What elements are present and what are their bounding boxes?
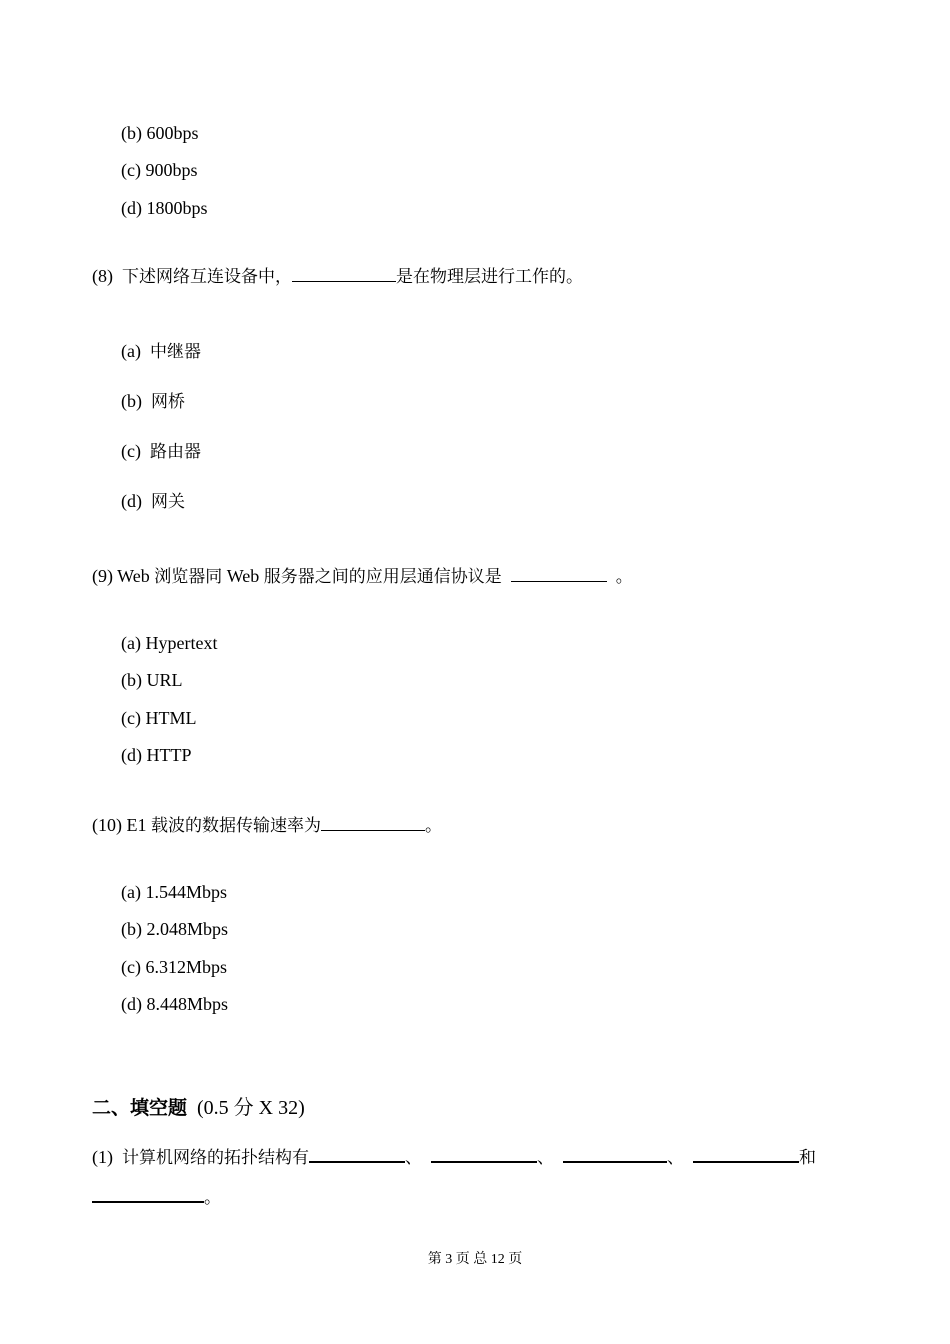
page-footer: 第 3 页 总 12 页: [427, 1252, 523, 1267]
question-stem: 浏览器同: [154, 567, 223, 587]
section-score: (0.5 分 X 32): [197, 1097, 305, 1119]
answer-blank-2[interactable]: [431, 1161, 537, 1163]
question-end: 。: [424, 816, 442, 836]
question-stem: 服务器之间的应用层通信协议是: [263, 567, 502, 587]
q10-option-a: (a) 1.544Mbps: [121, 882, 227, 902]
option-text: 路由器: [149, 442, 201, 462]
answer-blank-4[interactable]: [693, 1161, 799, 1163]
q7-option-d: (d) 1800bps: [121, 198, 208, 218]
answer-blank[interactable]: [321, 830, 425, 831]
q8-option-d: [121, 490, 185, 513]
separator: 、: [405, 1148, 422, 1168]
q8-option-c: [121, 440, 201, 463]
question-number: (1): [92, 1147, 113, 1167]
option-label: (c): [121, 441, 141, 461]
q7-option-b: (b) 600bps: [121, 123, 199, 143]
question-end: 。: [204, 1188, 221, 1208]
fill-question-1-line-2: [92, 1186, 221, 1209]
separator: 、: [537, 1148, 554, 1168]
option-label: (b): [121, 391, 142, 411]
option-text: 中继器: [149, 342, 201, 362]
q9-option-c: (c) HTML: [121, 708, 197, 728]
option-label: (a): [121, 341, 141, 361]
q8-option-b: [121, 390, 185, 413]
question-9: [92, 565, 633, 588]
q9-option-b: (b) URL: [121, 670, 183, 690]
question-number: (9) Web: [92, 566, 150, 586]
q7-option-c: (c) 900bps: [121, 160, 198, 180]
q9-option-a: (a) Hypertext: [121, 633, 218, 653]
separator: 、: [667, 1148, 684, 1168]
question-end: 。: [615, 567, 633, 587]
section-heading: [92, 1096, 305, 1120]
question-8: [92, 265, 583, 288]
q10-option-b: (b) 2.048Mbps: [121, 919, 228, 939]
conjunction: 和: [799, 1148, 816, 1168]
section-title: 二、填空题: [92, 1097, 188, 1119]
option-text: 网关: [151, 492, 185, 512]
question-stem: Web: [226, 566, 260, 586]
question-stem: 是在物理层进行工作的。: [396, 267, 583, 287]
q10-option-c: (c) 6.312Mbps: [121, 957, 227, 977]
answer-blank-5[interactable]: [92, 1201, 204, 1203]
question-stem: 载波的数据传输速率为: [150, 816, 321, 836]
question-number: (8): [92, 266, 113, 286]
question-stem: 计算机网络的拓扑结构有: [122, 1148, 309, 1168]
option-text: 网桥: [151, 392, 185, 412]
question-number: (10) E1: [92, 815, 147, 835]
fill-question-1: [92, 1146, 816, 1169]
answer-blank[interactable]: [292, 281, 396, 282]
q9-option-d: (d) HTTP: [121, 745, 192, 765]
q10-option-d: (d) 8.448Mbps: [121, 994, 228, 1014]
question-stem: 下述网络互连设备中，: [122, 267, 292, 287]
option-label: (d): [121, 491, 142, 511]
answer-blank-3[interactable]: [563, 1161, 667, 1163]
answer-blank[interactable]: [511, 581, 607, 582]
answer-blank-1[interactable]: [309, 1161, 405, 1163]
question-10: [92, 814, 442, 837]
q8-option-a: [121, 340, 201, 363]
